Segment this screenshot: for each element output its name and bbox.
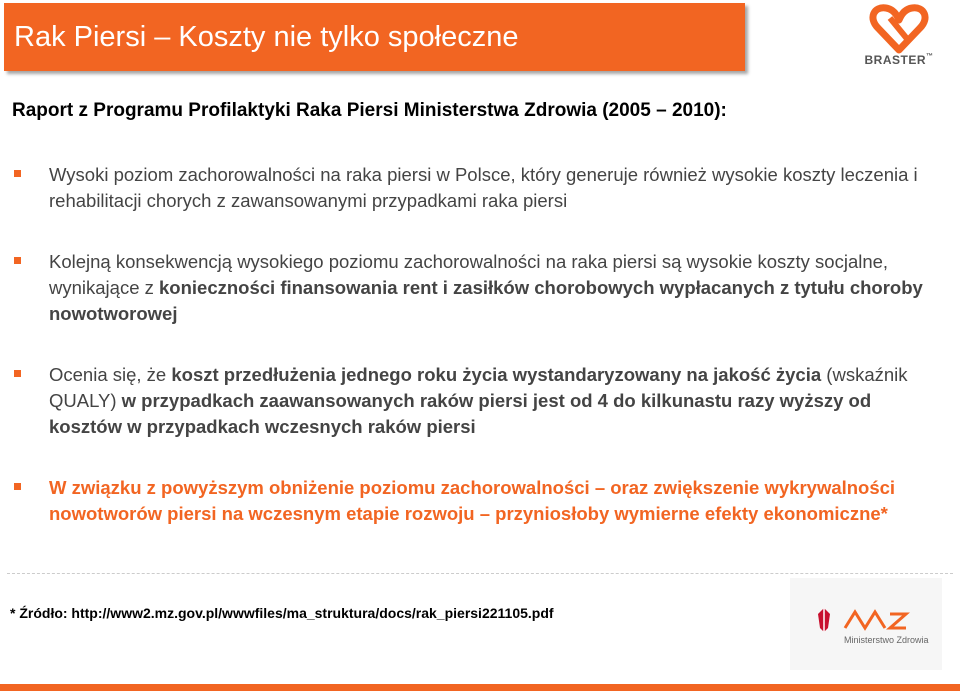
bullet-marker: [14, 257, 21, 264]
page-title: Rak Piersi – Koszty nie tylko społeczne: [14, 21, 519, 53]
bullet-marker: [14, 370, 21, 377]
source-citation: * Źródło: http://www2.mz.gov.pl/wwwfiles/ma_struktura/docs/rak_piersi221105.pdf: [10, 605, 554, 621]
bullet-text: Wysoki poziom zachorowalności na raka piersi w Polsce, który generuje również wysokie koszty leczenia i rehabilitacji chorych z zawansowanymi przypadkami raka piersi: [49, 164, 918, 211]
divider: [7, 573, 953, 574]
bullet-text-highlight: W związku z powyższym obniżenie poziomu zachorowalności – oraz zwiększenie wykrywalności nowotworów piersi na wczesnym etapie rozwoju – przyniosłoby wymierne efekty ekonomiczne*: [49, 477, 896, 524]
footer-bar: [0, 684, 960, 691]
ministry-name: Ministerstwo Zdrowia: [844, 635, 929, 645]
title-bar: [4, 3, 745, 71]
bullet-text: Ocenia się, że koszt przedłużenia jednego roku życia wystandaryzowany na jakość życia (wskaźnik QUALY) w przypadkach zaawansowanych raków piersi jest od 4 do kilkunastu razy wyższy od kosztów w przypadkach wczesnych raków piersi: [49, 364, 908, 437]
braster-wordmark: BRASTER™: [864, 53, 934, 67]
bullet-text: Kolejną konsekwencją wysokiego poziomu zachorowalności na raka piersi są wysokie koszty socjalne, wynikające z konieczności finansowania rent i zasiłków chorobowych wypłacanych z tytułu choroby nowotworowej: [49, 251, 923, 324]
ministry-emblem-icon: [790, 578, 942, 670]
heart-ribbon-icon: [856, 4, 942, 54]
ministry-logo: [790, 578, 942, 670]
bullet-marker: [14, 483, 21, 490]
report-subtitle: Raport z Programu Profilaktyki Raka Piersi Ministerstwa Zdrowia (2005 – 2010):: [12, 100, 727, 121]
bullet-marker: [14, 170, 21, 177]
